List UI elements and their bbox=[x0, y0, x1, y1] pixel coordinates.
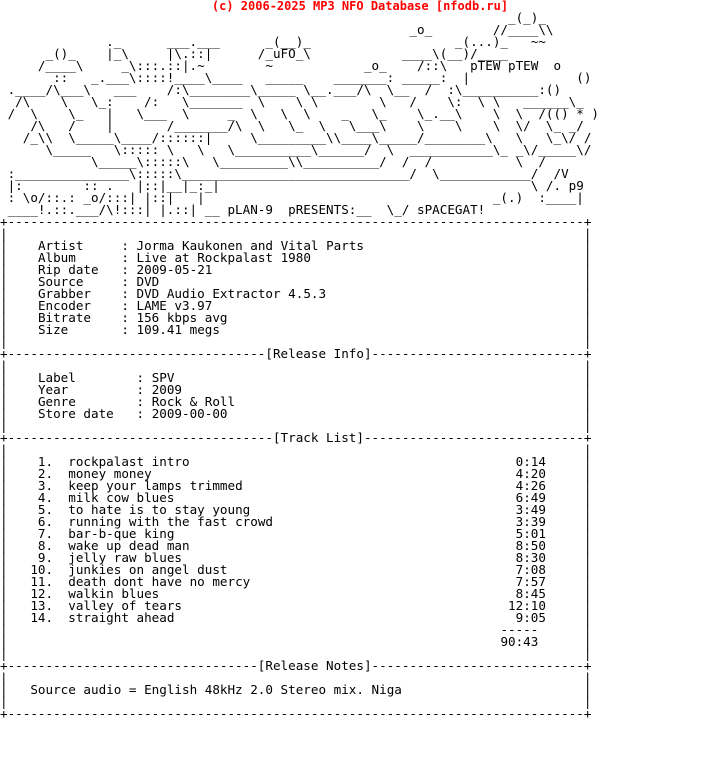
track-title: wake up dead man bbox=[68, 538, 190, 553]
field-value: Rock & Roll bbox=[151, 394, 236, 409]
track-row: | 12. walkin blues 8:45 | bbox=[0, 586, 592, 601]
track-time: 3:49 bbox=[515, 502, 546, 517]
release-encoder-row: | Encoder : LAME v3.97 | bbox=[0, 298, 592, 313]
release-notes-text: Source audio = English 48kHz 2.0 Stereo mix. Niga bbox=[30, 682, 402, 697]
field-value: SPV bbox=[151, 370, 175, 385]
track-row: | 6. running with the fast crowd 3:39 | bbox=[0, 514, 592, 529]
track-title: walkin blues bbox=[68, 586, 160, 601]
section-title: [Release Info] bbox=[265, 346, 372, 361]
field-value: 2009-05-21 bbox=[136, 262, 213, 277]
banner-art-line: /\ \ \_: /: \_______ \ \ \ \ / \: \ \ ______\_ bbox=[0, 94, 584, 109]
info-label-row: | Label : SPV | bbox=[0, 370, 592, 385]
release-bitrate-row: | Bitrate : 156 kbps avg | bbox=[0, 310, 592, 325]
field-label: Label bbox=[37, 370, 76, 385]
blank-line: | | bbox=[0, 646, 592, 661]
track-title: keep your lamps trimmed bbox=[68, 478, 243, 493]
field-label: Rip date bbox=[37, 262, 99, 277]
track-number: 2. bbox=[30, 466, 54, 481]
track-title: milk cow blues bbox=[68, 490, 175, 505]
track-time: 8:50 bbox=[515, 538, 546, 553]
release-grabber-row: | Grabber : DVD Audio Extractor 4.5.3 | bbox=[0, 286, 592, 301]
track-row: | 8. wake up dead man 8:50 | bbox=[0, 538, 592, 553]
release-artist-row: | Artist : Jorma Kaukonen and Vital Parts | bbox=[0, 238, 592, 253]
track-time: 3:39 bbox=[515, 514, 546, 529]
track-number: 8. bbox=[30, 538, 54, 553]
frame-bottom: +----------------------------------------------------------------------------+ bbox=[0, 706, 592, 721]
track-time: 8:30 bbox=[515, 550, 546, 565]
track-list-rule: +-----------------------------------[Track List]-----------------------------+ bbox=[0, 430, 592, 445]
track-number: 13. bbox=[30, 598, 54, 613]
banner-art-line: :: _.___\::::!____\____ _____ _______: _____: | () bbox=[0, 70, 592, 85]
track-row: | 11. death dont have no mercy 7:57 | bbox=[0, 574, 592, 589]
section-title: [Release Notes] bbox=[257, 658, 372, 673]
banner-art-line: :_______________\:::::\______________________________/ \____________/ /V bbox=[0, 166, 584, 181]
total-rule-row: | ----- | bbox=[0, 622, 592, 637]
banner-art-line: \_____ \::::: \ \ \__________\______/ \ ___________\_ _\/_____\/ bbox=[0, 142, 592, 157]
track-row: | 13. valley of tears 12:10 | bbox=[0, 598, 592, 613]
track-title: bar-b-que king bbox=[68, 526, 175, 541]
info-store-date-row: | Store date : 2009-00-00 | bbox=[0, 406, 592, 421]
banner-art-line: /\ / | /_______/\ \ \_ \ \___\ \ \ \ \/ \_ _/ bbox=[0, 118, 584, 133]
field-label: Bitrate bbox=[37, 310, 92, 325]
track-title: valley of tears bbox=[68, 598, 182, 613]
field-label: Genre bbox=[37, 394, 76, 409]
banner-art-line: \_____\:::::\ \_________\\__________/ / / \ / bbox=[0, 154, 592, 169]
field-value: 2009-00-00 bbox=[151, 406, 228, 421]
track-time: 4:20 bbox=[515, 466, 546, 481]
banner-art-line: _o_ //____\\ bbox=[0, 22, 554, 37]
track-time: 12:10 bbox=[508, 598, 546, 613]
track-number: 3. bbox=[30, 478, 54, 493]
track-time: 5:01 bbox=[515, 526, 546, 541]
release-album-row: | Album : Live at Rockpalast 1980 | bbox=[0, 250, 592, 265]
track-time: 6:49 bbox=[515, 490, 546, 505]
track-title: junkies on angel dust bbox=[68, 562, 228, 577]
track-row: | 3. keep your lamps trimmed 4:26 | bbox=[0, 478, 592, 493]
blank-line: | | bbox=[0, 670, 592, 685]
track-time: 4:26 bbox=[515, 478, 546, 493]
track-time: 7:57 bbox=[515, 574, 546, 589]
track-row: | 14. straight ahead 9:05 | bbox=[0, 610, 592, 625]
track-row: | 7. bar-b-que king 5:01 | bbox=[0, 526, 592, 541]
banner-art-line: /_\\ \_____\____/::::::| \_________\\____\_____/________\ \ \_\/ / bbox=[0, 130, 592, 145]
blank-line: | | bbox=[0, 358, 592, 373]
track-number: 5. bbox=[30, 502, 54, 517]
blank-line: | | bbox=[0, 442, 592, 457]
release-source-row: | Source : DVD | bbox=[0, 274, 592, 289]
track-number: 14. bbox=[30, 610, 54, 625]
site-credit: (c) 2006-2025 MP3 NFO Database [nfodb.ru] bbox=[211, 0, 509, 13]
field-label: Album bbox=[37, 250, 76, 265]
track-title: running with the fast crowd bbox=[68, 514, 273, 529]
info-genre-row: | Genre : Rock & Roll | bbox=[0, 394, 592, 409]
track-title: to hate is to stay young bbox=[68, 502, 251, 517]
banner-art-line: ____!.::.___/\!:::| |.::| __ pLAN-9 pRESENTS:__ \_/ sPACEGAT! bbox=[0, 202, 486, 217]
banner-art-line: .____/\___\ ___ /:\________\_____ \__.___/\ \__ / :\__________:() bbox=[0, 82, 562, 97]
banner-art-line: _(_)_ bbox=[0, 10, 546, 25]
track-title: money money bbox=[68, 466, 152, 481]
track-row: | 4. milk cow blues 6:49 | bbox=[0, 490, 592, 505]
nfo-text bbox=[0, 12, 599, 720]
track-title: rockpalast intro bbox=[68, 454, 190, 469]
field-label: Artist bbox=[37, 238, 84, 253]
release-info-rule: +----------------------------------[Release Info]----------------------------+ bbox=[0, 346, 592, 361]
track-time: 0:14 bbox=[515, 454, 546, 469]
track-title: jelly raw blues bbox=[68, 550, 182, 565]
track-number: 4. bbox=[30, 490, 54, 505]
banner-art-line: |: :: . |::|__|_:_| \ /. p9 bbox=[0, 178, 584, 193]
track-row: | 9. jelly raw blues 8:30 | bbox=[0, 550, 592, 565]
track-time: 9:05 bbox=[515, 610, 546, 625]
release-notes-rule: +---------------------------------[Release Notes]----------------------------+ bbox=[0, 658, 592, 673]
field-label: Grabber bbox=[37, 286, 92, 301]
track-title: death dont have no mercy bbox=[68, 574, 251, 589]
track-number: 12. bbox=[30, 586, 54, 601]
frame-top: +----------------------------------------------------------------------------+ bbox=[0, 214, 592, 229]
track-row: | 10. junkies on angel dust 7:08 | bbox=[0, 562, 592, 577]
banner-art-line: _()_ |_\ |\.::| /_uFO_\ ____\(__)/____ bbox=[0, 46, 508, 61]
release-rip-date-row: | Rip date : 2009-05-21 | bbox=[0, 262, 592, 277]
field-label: Year bbox=[37, 382, 69, 397]
track-time: 7:08 bbox=[515, 562, 546, 577]
track-row: | 2. money money 4:20 | bbox=[0, 466, 592, 481]
field-value: 109.41 megs bbox=[136, 322, 220, 337]
field-value: Jorma Kaukonen and Vital Parts bbox=[136, 238, 364, 253]
total-rule: ----- bbox=[500, 622, 539, 637]
track-row: | 5. to hate is to stay young 3:49 | bbox=[0, 502, 592, 517]
field-label: Size bbox=[37, 322, 69, 337]
track-number: 9. bbox=[30, 550, 54, 565]
track-number: 7. bbox=[30, 526, 54, 541]
field-value: DVD bbox=[136, 274, 160, 289]
info-year-row: | Year : 2009 | bbox=[0, 382, 592, 397]
blank-line: | | bbox=[0, 418, 592, 433]
track-number: 11. bbox=[30, 574, 54, 589]
track-title: straight ahead bbox=[68, 610, 175, 625]
field-value: Live at Rockpalast 1980 bbox=[136, 250, 311, 265]
total-row: | 90:43 | bbox=[0, 634, 592, 649]
field-label: Encoder bbox=[37, 298, 92, 313]
release-size-row: | Size : 109.41 megs | bbox=[0, 322, 592, 337]
total-time: 90:43 bbox=[500, 634, 539, 649]
track-time: 8:45 bbox=[515, 586, 546, 601]
field-label: Store date bbox=[37, 406, 114, 421]
banner-art-line: /____\ _\:::.::|.~ ~ _o_ /::\ pTEW pTEW o bbox=[0, 58, 562, 73]
track-row: | 1. rockpalast intro 0:14 | bbox=[0, 454, 592, 469]
banner-art-line: ._ ___.___ _(__)_ _(...)_ ~~ bbox=[0, 34, 546, 49]
release-notes-row: | Source audio = English 48kHz 2.0 Stereo mix. Niga | bbox=[0, 682, 592, 697]
blank-line: | | bbox=[0, 334, 592, 349]
track-number: 6. bbox=[30, 514, 54, 529]
section-title: [Track List] bbox=[272, 430, 364, 445]
field-value: 156 kbps avg bbox=[136, 310, 228, 325]
banner-art-line: / \ \_ | \___ \ _ \ \ \ _ \_ \_.__\ \ \ /(() * ) bbox=[0, 106, 599, 121]
blank-line: | | bbox=[0, 226, 592, 241]
track-number: 10. bbox=[30, 562, 54, 577]
blank-line: | | bbox=[0, 694, 592, 709]
field-label: Source bbox=[37, 274, 84, 289]
field-value: 2009 bbox=[151, 382, 183, 397]
track-number: 1. bbox=[30, 454, 54, 469]
field-value: DVD Audio Extractor 4.5.3 bbox=[136, 286, 327, 301]
banner-art-line: : \o/::.: _o/:::| |::| | _(.) :____| bbox=[0, 190, 584, 205]
field-value: LAME v3.97 bbox=[136, 298, 213, 313]
